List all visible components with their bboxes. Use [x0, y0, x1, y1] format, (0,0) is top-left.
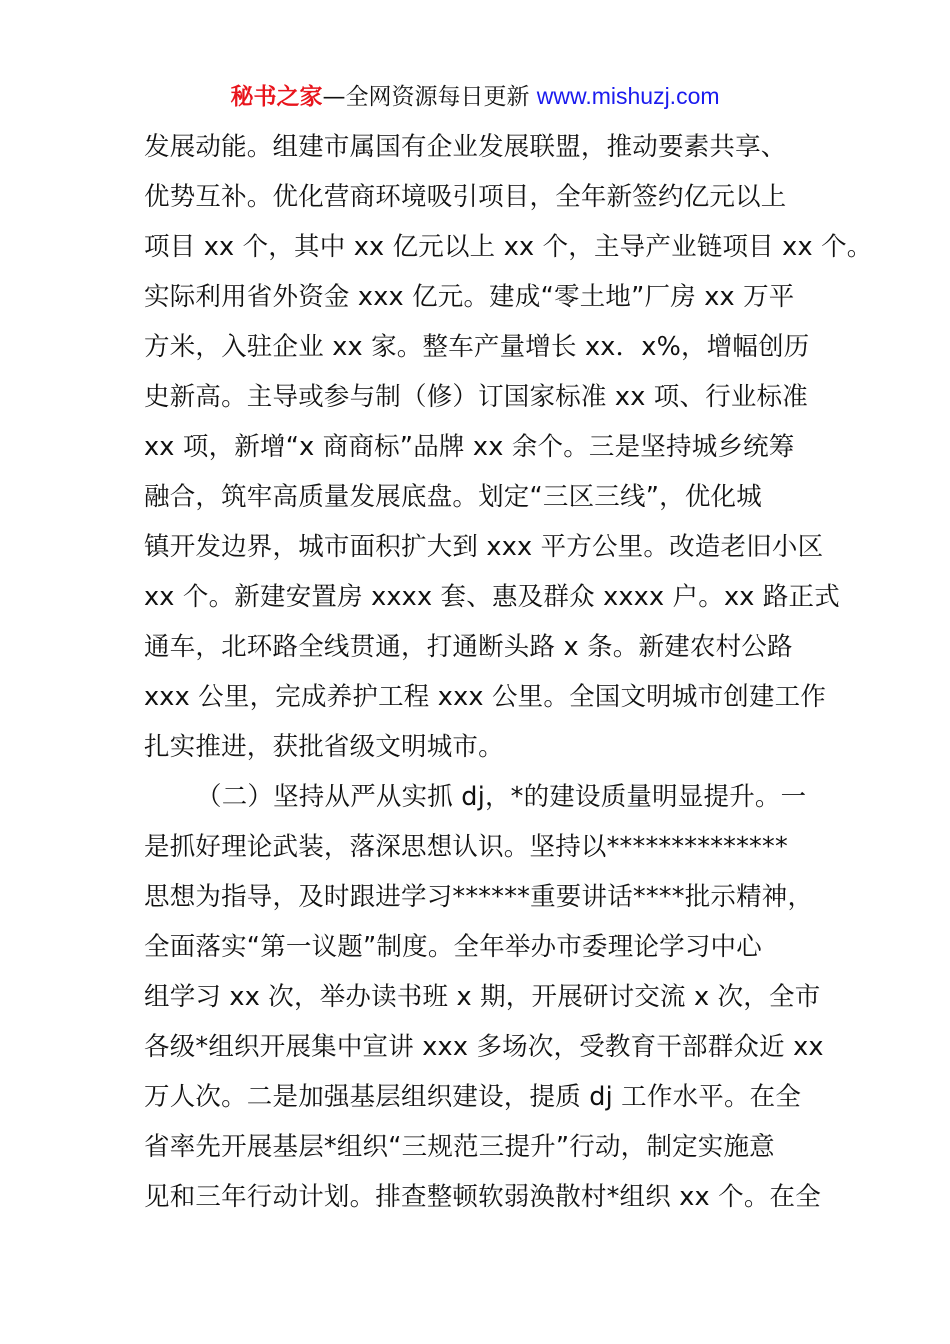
text-line: 融合，筑牢高质量发展底盘。划定“三区三线”，优化城 — [144, 482, 762, 512]
text-line: 通车，北环路全线贯通，打通断头路 x 条。新建农村公路 — [144, 632, 793, 662]
text-line: 全面落实“第一议题”制度。全年举办市委理论学习中心 — [144, 932, 762, 962]
text-line: xxx 公里，完成养护工程 xxx 公里。全国文明城市创建工作 — [144, 682, 827, 712]
text-line: 项目 xx 个，其中 xx 亿元以上 xx 个，主导产业链项目 xx 个。 — [144, 232, 873, 262]
text-line: 思想为指导，及时跟进学习******重要讲话****批示精神， — [144, 882, 814, 912]
section-heading-line: （二）坚持从严从实抓 dj，*的建设质量明显提升。一 — [196, 782, 807, 812]
site-url-link[interactable]: www.mishuzj.com — [536, 83, 720, 109]
text-line: 各级*组织开展集中宣讲 xxx 多场次，受教育干部群众近 xx — [144, 1032, 824, 1062]
text-line: 组学习 xx 次，举办读书班 x 期，开展研讨交流 x 次，全市 — [144, 982, 821, 1012]
page-header — [0, 78, 950, 115]
text-line: 扎实推进，获批省级文明城市。 — [144, 732, 504, 762]
site-tagline: —全网资源每日更新 — [322, 84, 530, 110]
text-line: xx 个。新建安置房 xxxx 套、惠及群众 xxxx 户。xx 路正式 — [144, 582, 840, 612]
text-line: 省率先开展基层*组织“三规范三提升”行动，制定实施意 — [144, 1132, 775, 1162]
text-line: 是抓好理论武装，落深思想认识。坚持以************** — [144, 832, 788, 862]
text-line: 镇开发边界，城市面积扩大到 xxx 平方公里。改造老旧小区 — [144, 532, 824, 562]
text-line: 万人次。二是加强基层组织建设，提质 dj 工作水平。在全 — [144, 1082, 802, 1112]
text-line: 实际利用省外资金 xxx 亿元。建成“零土地”厂房 xx 万平 — [144, 282, 795, 312]
text-line: 优势互补。优化营商环境吸引项目，全年新签约亿元以上 — [144, 182, 787, 212]
text-line: 史新高。主导或参与制（修）订国家标准 xx 项、行业标准 — [144, 382, 808, 412]
text-line: 见和三年行动计划。排查整顿软弱涣散村*组织 xx 个。在全 — [144, 1182, 821, 1212]
document-body — [144, 122, 873, 1222]
site-brand: 秘书之家 — [230, 84, 323, 110]
text-line: xx 项，新增“x 商商标”品牌 xx 余个。三是坚持城乡统筹 — [144, 432, 795, 462]
text-line: 发展动能。组建市属国有企业发展联盟，推动要素共享、 — [144, 132, 787, 162]
text-line: 方米，入驻企业 xx 家。整车产量增长 xx．x%，增幅创历 — [144, 332, 810, 362]
